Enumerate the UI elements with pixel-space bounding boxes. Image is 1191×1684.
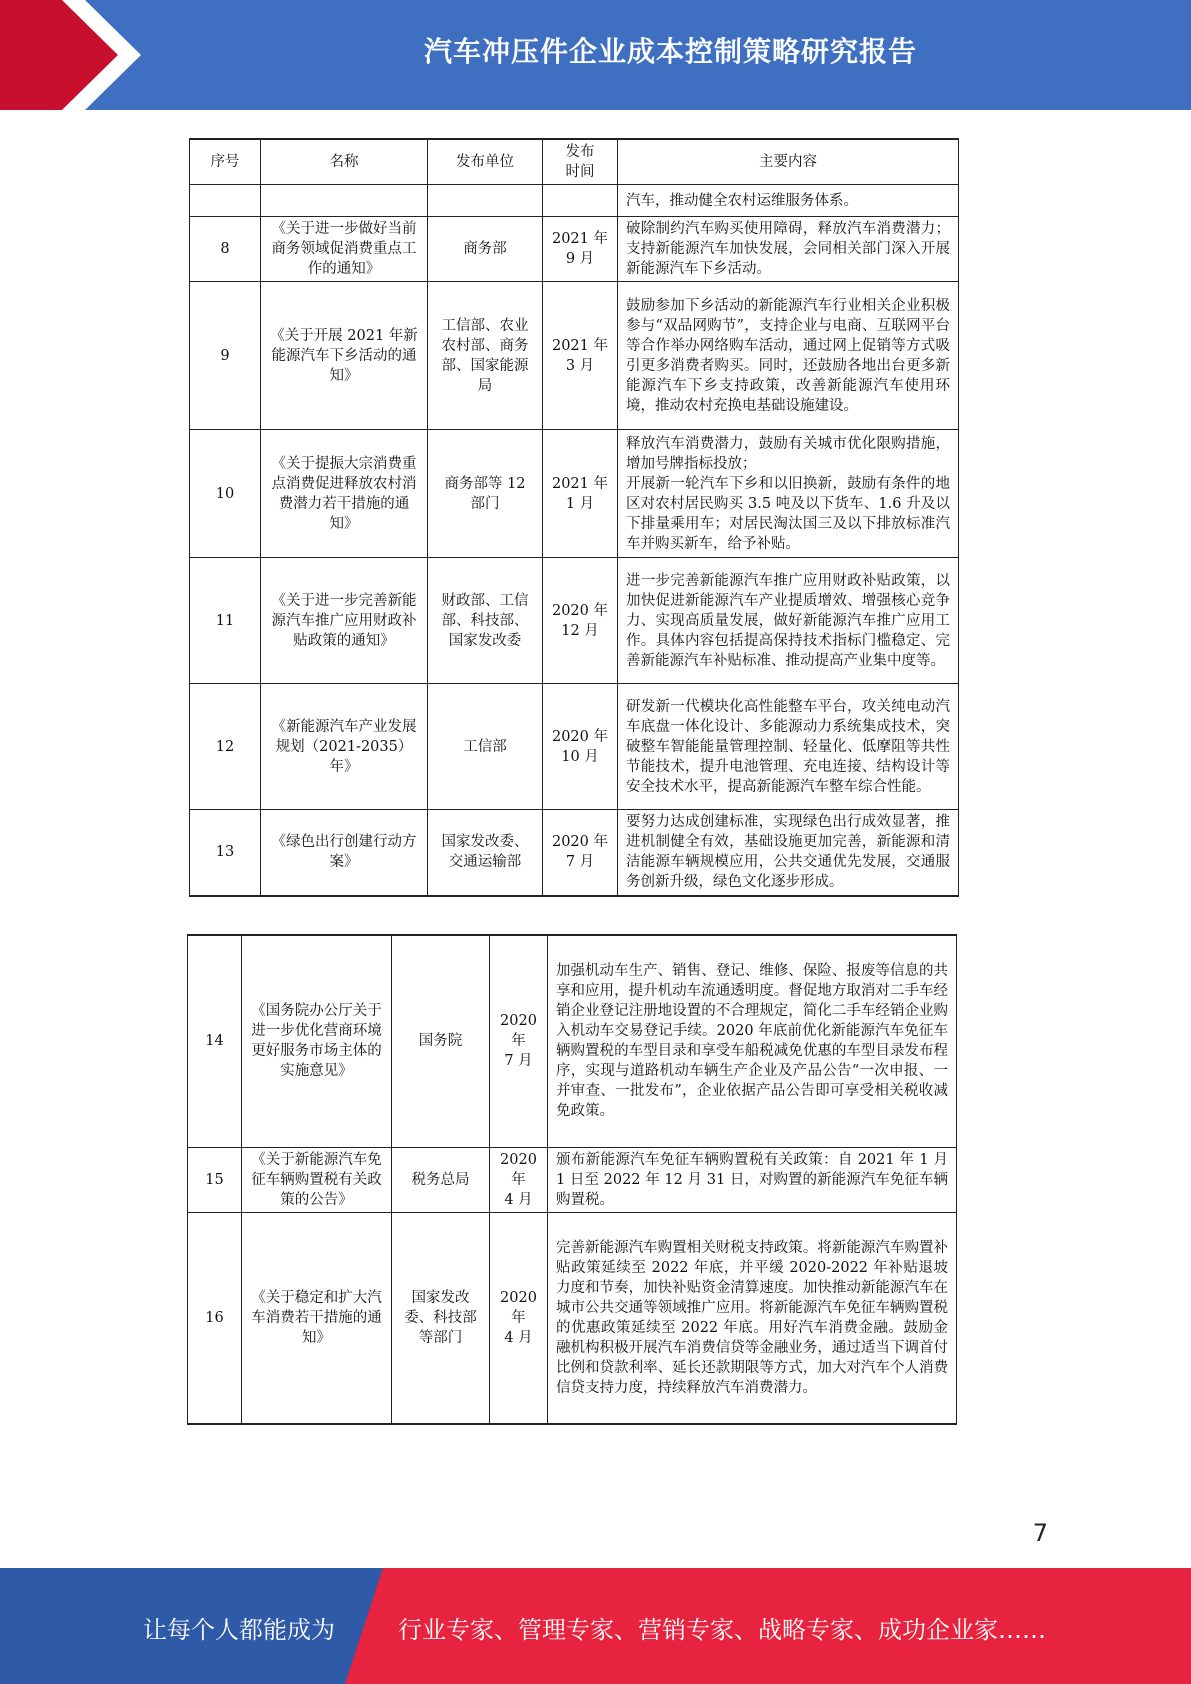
header-publisher: 发布单位 bbox=[428, 139, 543, 185]
publish-date: 2020 年 4 月 bbox=[490, 1212, 548, 1424]
publisher: 国家发改委、交通运输部 bbox=[428, 810, 543, 896]
table-row bbox=[190, 430, 959, 558]
table-row bbox=[190, 684, 959, 810]
policy-name: 《关于进一步完善新能源汽车推广应用财政补贴政策的通知》 bbox=[261, 558, 428, 684]
row-number: 10 bbox=[190, 430, 261, 558]
footer-slogan-lead: 让每个人都能成为 bbox=[143, 1616, 335, 1644]
table-row bbox=[188, 1212, 957, 1424]
policy-table-part-1 bbox=[189, 138, 959, 897]
row-number: 8 bbox=[190, 217, 261, 282]
table-row bbox=[188, 935, 957, 1147]
row-number: 16 bbox=[188, 1212, 242, 1424]
table-row bbox=[188, 1147, 957, 1212]
table-row bbox=[190, 810, 959, 896]
empty-cell bbox=[190, 185, 261, 217]
main-content: 要努力达成创建标准，实现绿色出行成效显著，推进机制健全有效，基础设施更加完善，新能源和清洁能源车辆规模应用，公共交通优先发展，交通服务创新升级，绿色文化逐步形成。 bbox=[618, 810, 959, 896]
row-number: 14 bbox=[188, 935, 242, 1147]
footer-banner bbox=[0, 1568, 1191, 1684]
header-content: 主要内容 bbox=[618, 139, 959, 185]
publisher: 国家发改委、科技部等部门 bbox=[392, 1212, 490, 1424]
main-content: 进一步完善新能源汽车推广应用财政补贴政策，以加快促进新能源汽车产业提质增效、增强核心竞争力、实现高质量发展，做好新能源汽车推广应用工作。具体内容包括提高保持技术指标门槛稳定、完善新能源汽车补贴标准、推动提高产业集中度等。 bbox=[618, 558, 959, 684]
main-content: 破除制约汽车购买使用障碍，释放汽车消费潜力；支持新能源汽车加快发展，会同相关部门深入开展新能源汽车下乡活动。 bbox=[618, 217, 959, 282]
table-row bbox=[190, 217, 959, 282]
empty-cell bbox=[261, 185, 428, 217]
publisher: 商务部等 12 部门 bbox=[428, 430, 543, 558]
table-header-row bbox=[190, 139, 959, 185]
header-date: 发布 时间 bbox=[543, 139, 618, 185]
main-content: 完善新能源汽车购置相关财税支持政策。将新能源汽车购置补贴政策延续至 2022 年底，并平缓 2020-2022 年补贴退坡力度和节奏，加快补贴资金清算速度。加快推动新能源汽车在城市公共交通等领域推广应用。将新能源汽车免征车辆购置税的优惠政策延续至 2022 年底。用好汽车消费金融。鼓励金融机构积极开展汽车消费信贷等金融业务，通过适当下调首付比例和贷款利率、延长还款期限等方式，加大对汽车个人消费信贷支持力度，持续释放汽车消费潜力。 bbox=[548, 1212, 957, 1424]
main-content: 研发新一代模块化高性能整车平台，攻关纯电动汽车底盘一体化设计、多能源动力系统集成技术，突破整车智能能量管理控制、轻量化、低摩阻等共性节能技术，提升电池管理、充电连接、结构设计等安全技术水平，提高新能源汽车整车综合性能。 bbox=[618, 684, 959, 810]
table-row bbox=[190, 558, 959, 684]
continuation-content: 汽车，推动健全农村运维服务体系。 bbox=[618, 185, 959, 217]
main-content: 鼓励参加下乡活动的新能源汽车行业相关企业积极参与“双品网购节”，支持企业与电商、互联网平台等合作举办网络购车活动，通过网上促销等方式吸引更多消费者购买。同时，还鼓励各地出台更多新能源汽车下乡支持政策，改善新能源汽车使用环境，推动农村充换电基础设施建设。 bbox=[618, 282, 959, 430]
policy-name: 《新能源汽车产业发展规划（2021-2035）年》 bbox=[261, 684, 428, 810]
empty-cell bbox=[543, 185, 618, 217]
publish-date: 2020 年 10 月 bbox=[543, 684, 618, 810]
main-content: 释放汽车消费潜力，鼓励有关城市优化限购措施，增加号牌指标投放； 开展新一轮汽车下乡和以旧换新，鼓励有条件的地区对农村居民购买 3.5 吨及以下货车、1.6 升及以下排量乘用车；对居民淘汰国三及以下排放标准汽车并购买新车，给予补贴。 bbox=[618, 430, 959, 558]
main-content: 加强机动车生产、销售、登记、维修、保险、报废等信息的共享和应用，提升机动车流通透明度。督促地方取消对二手车经销企业登记注册地设置的不合理规定，简化二手车经销企业购入机动车交易登记手续。2020 年底前优化新能源汽车免征车辆购置税的车型目录和享受车船税减免优惠的车型目录发布程序，实现与道路机动车辆生产企业及产品公告“一次申报、一并审查、一批发布”，企业依据产品公告即可享受相关税收减免政策。 bbox=[548, 935, 957, 1147]
publish-date: 2020 年 7 月 bbox=[543, 810, 618, 896]
policy-name: 《绿色出行创建行动方案》 bbox=[261, 810, 428, 896]
header-name: 名称 bbox=[261, 139, 428, 185]
row-number: 13 bbox=[190, 810, 261, 896]
publisher: 税务总局 bbox=[392, 1147, 490, 1212]
policy-name: 《关于开展 2021 年新能源汽车下乡活动的通知》 bbox=[261, 282, 428, 430]
policy-name: 《关于新能源汽车免征车辆购置税有关政策的公告》 bbox=[242, 1147, 392, 1212]
policy-name: 《关于稳定和扩大汽车消费若干措施的通知》 bbox=[242, 1212, 392, 1424]
row-number: 15 bbox=[188, 1147, 242, 1212]
main-content: 颁布新能源汽车免征车辆购置税有关政策：自 2021 年 1 月 1 日至 2022 年 12 月 31 日，对购置的新能源汽车免征车辆购置税。 bbox=[548, 1147, 957, 1212]
policy-name: 《关于进一步做好当前商务领域促消费重点工作的通知》 bbox=[261, 217, 428, 282]
publish-date: 2020 年 7 月 bbox=[490, 935, 548, 1147]
publish-date: 2021 年 9 月 bbox=[543, 217, 618, 282]
header-banner bbox=[0, 0, 1191, 110]
red-chevron-decoration bbox=[0, 0, 150, 110]
row-number: 12 bbox=[190, 684, 261, 810]
empty-cell bbox=[428, 185, 543, 217]
policy-name: 《国务院办公厅关于进一步优化营商环境更好服务市场主体的实施意见》 bbox=[242, 935, 392, 1147]
page-number: 7 bbox=[1032, 1519, 1048, 1547]
footer-slogan-tail: 行业专家、管理专家、营销专家、战略专家、成功企业家…… bbox=[398, 1616, 1046, 1644]
publish-date: 2020 年 12 月 bbox=[543, 558, 618, 684]
publish-date: 2021 年 1 月 bbox=[543, 430, 618, 558]
publish-date: 2021 年 3 月 bbox=[543, 282, 618, 430]
publisher: 工信部、农业农村部、商务部、国家能源局 bbox=[428, 282, 543, 430]
table-row bbox=[190, 282, 959, 430]
continuation-row bbox=[190, 185, 959, 217]
row-number: 11 bbox=[190, 558, 261, 684]
row-number: 9 bbox=[190, 282, 261, 430]
publisher: 工信部 bbox=[428, 684, 543, 810]
policy-table-part-2 bbox=[187, 934, 957, 1425]
report-title: 汽车冲压件企业成本控制策略研究报告 bbox=[423, 35, 917, 68]
header-number: 序号 bbox=[190, 139, 261, 185]
policy-name: 《关于提振大宗消费重点消费促进释放农村消费潜力若干措施的通知》 bbox=[261, 430, 428, 558]
publish-date: 2020 年 4 月 bbox=[490, 1147, 548, 1212]
publisher: 财政部、工信部、科技部、国家发改委 bbox=[428, 558, 543, 684]
publisher: 商务部 bbox=[428, 217, 543, 282]
publisher: 国务院 bbox=[392, 935, 490, 1147]
